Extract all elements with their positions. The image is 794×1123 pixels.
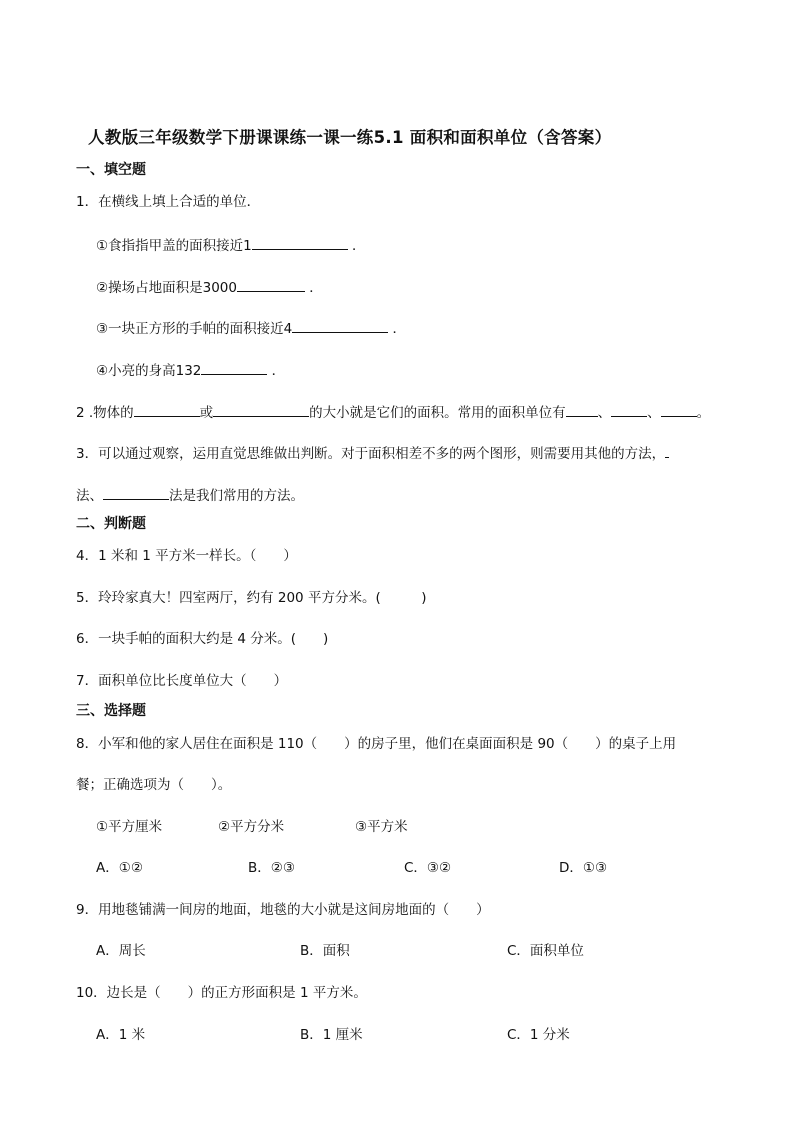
document-title: 人教版三年级数学下册课课练一课一练5.1 面积和面积单位（含答案）	[88, 128, 612, 147]
question-9-stem: 9．用地毯铺满一间房的地面，地毯的大小就是这间房地面的（ ）	[76, 902, 490, 918]
unit-choice-2: ②平方分米	[218, 819, 285, 835]
period: ．	[392, 321, 406, 337]
answer-blank	[237, 277, 305, 292]
question-1-item-c	[96, 318, 406, 338]
question-1-item-a-text: ①食指指甲盖的面积接近1	[96, 238, 252, 254]
question-8-option-a[interactable]: A．①②	[96, 860, 143, 876]
question-10-option-c[interactable]: C．1 分米	[507, 1027, 570, 1043]
question-6: 6．一块手帕的面积大约是 4 分米。( )	[76, 631, 329, 647]
question-4: 4．1 米和 1 平方米一样长。（ ）	[76, 548, 297, 564]
question-8-option-d[interactable]: D．①③	[559, 860, 608, 876]
question-1-item-d-text: ④小亮的身高132	[96, 363, 202, 379]
question-8-option-c[interactable]: C．③②	[404, 860, 452, 876]
section-heading-multiple-choice: 三、选择题	[76, 703, 146, 719]
answer-blank	[134, 402, 200, 417]
question-1-item-a	[96, 235, 366, 255]
question-1-stem: 1．在横线上填上合适的单位．	[76, 194, 261, 210]
question-10-option-a[interactable]: A．1 米	[96, 1027, 146, 1043]
unit-choice-1: ①平方厘米	[96, 819, 163, 835]
question-9-option-b[interactable]: B．面积	[300, 943, 350, 959]
question-8-line-2: 餐；正确选项为（ ）。	[76, 777, 232, 793]
question-3-line-1	[76, 443, 669, 463]
question-8-line-1: 8．小军和他的家人居住在面积是 110（ ）的房子里，他们在桌面面积是 90（ ）的桌子上用	[76, 736, 677, 752]
question-9-option-a[interactable]: A．周长	[96, 943, 146, 959]
question-7: 7．面积单位比长度单位大（ ）	[76, 673, 288, 689]
separator: 、	[647, 405, 661, 421]
period: 。	[696, 405, 711, 421]
question-3-text-1: 3．可以通过观察，运用直觉思维做出判断。对于面积相差不多的两个图形，则需要用其他的方法，	[76, 446, 666, 462]
question-1-item-b	[96, 277, 323, 297]
answer-blank	[665, 443, 669, 458]
period: ．	[352, 238, 366, 254]
question-9-option-c[interactable]: C．面积单位	[507, 943, 584, 959]
answer-blank	[292, 318, 388, 333]
answer-blank	[611, 402, 647, 417]
question-1-item-b-text: ②操场占地面积是3000	[96, 280, 237, 296]
answer-blank	[566, 402, 598, 417]
question-2-text-3: 的大小就是它们的面积。常用的面积单位有	[309, 405, 566, 421]
question-10-option-b[interactable]: B．1 厘米	[300, 1027, 363, 1043]
period: ．	[271, 363, 286, 379]
section-heading-fill-in: 一、填空题	[76, 162, 146, 178]
question-10-stem: 10．边长是（ ）的正方形面积是 1 平方米。	[76, 985, 367, 1001]
separator: 、	[597, 405, 612, 421]
question-2	[76, 402, 710, 422]
unit-choice-3: ③平方米	[355, 819, 408, 835]
question-2-text-2: 或	[199, 405, 214, 421]
section-heading-true-false: 二、判断题	[76, 516, 146, 532]
question-5: 5．玲玲家真大！四室两厅，约有 200 平方分米。( )	[76, 590, 427, 606]
question-2-text-1: 2 .物体的	[76, 405, 134, 421]
question-1-item-c-text: ③一块正方形的手帕的面积接近4	[96, 321, 293, 337]
answer-blank	[661, 402, 697, 417]
answer-blank	[201, 360, 267, 375]
answer-blank	[103, 485, 169, 500]
answer-blank	[252, 235, 348, 250]
question-3-line-2	[76, 485, 304, 505]
question-8-option-b[interactable]: B．②③	[248, 860, 295, 876]
question-1-item-d	[96, 360, 285, 380]
period: ．	[309, 280, 323, 296]
question-3-text-2: 法、	[76, 488, 103, 504]
question-3-text-3: 法是我们常用的方法。	[169, 488, 304, 504]
answer-blank	[213, 402, 309, 417]
